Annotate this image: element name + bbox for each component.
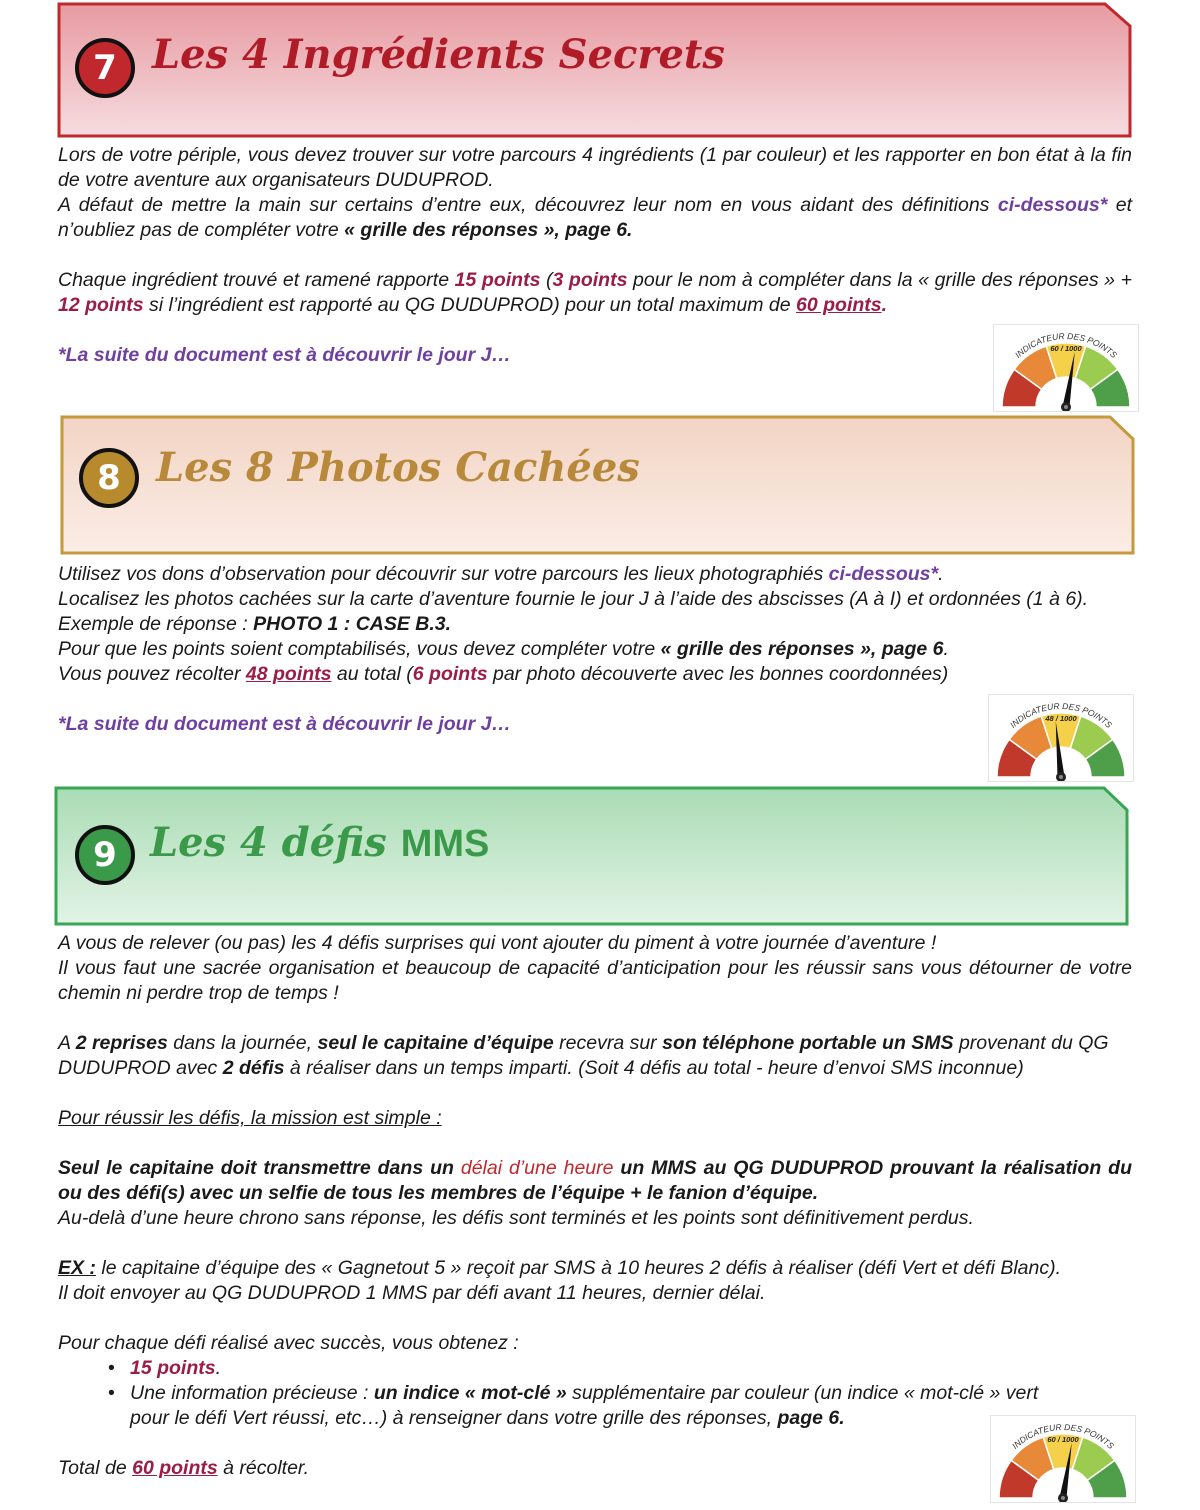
gauge-title: INDICATEUR DES POINTS <box>1009 1421 1116 1451</box>
gauge-svg <box>989 695 1133 781</box>
points-indicator-gauge <box>993 324 1139 412</box>
section-8-body <box>58 562 1132 737</box>
reward-list <box>58 1356 1132 1431</box>
section-title: Les 4 défis MMS <box>150 819 490 866</box>
gauge-value-label: 48 / 1000 <box>1045 714 1077 723</box>
paragraph: Lors de votre périple, vous devez trouver sur votre parcours 4 ingrédients (1 par couleur) et les rapporter en bon état à la fin de votre aventure aux organisateurs DUDUPROD. A défaut de mettre la main sur certains d’entre eux, découvrez leur nom en vous aidant des définitions ci-dessous* et n’oubliez pas de compléter votre « grille des réponses », page 6. <box>58 144 1133 241</box>
gauge-pivot-center <box>1061 1496 1065 1500</box>
paragraph: A 2 reprises dans la journée, seul le capitaine d’équipe recevra sur son téléphone portable un SMS provenant du QG DUDUPROD avec 2 défis à réaliser dans un temps imparti. (Soit 4 défis au total - heure d’envoi SMS inconnue) <box>58 1032 1109 1079</box>
list-item: • 15 points. <box>130 1356 1132 1381</box>
section-number-badge: 8 <box>79 448 139 508</box>
section-7-banner <box>57 2 1133 138</box>
gauge-title: INDICATEUR DES POINTS <box>1007 700 1114 730</box>
gauge-svg <box>991 1416 1135 1502</box>
points-indicator-gauge <box>990 1415 1136 1503</box>
gauge-pivot-center <box>1059 775 1063 779</box>
gauge-svg <box>994 325 1138 411</box>
gauge-title: INDICATEUR DES POINTS <box>1012 330 1119 360</box>
section-title: Les 4 Ingrédients Secrets <box>152 31 725 78</box>
paragraph: Pour chaque défi réalisé avec succès, vous obtenez : <box>58 1332 519 1354</box>
list-item: • Une information précieuse : un indice « mot-clé » supplémentaire par couleur (un indice « mot-clé » vert pour le défi Vert réussi, etc…) à renseigner dans votre grille des réponses, page 6. <box>130 1381 1050 1431</box>
section-9-banner <box>54 786 1130 926</box>
suite-note: *La suite du document est à découvrir le jour J… <box>58 713 511 735</box>
section-9-body <box>58 931 1132 1481</box>
gauge-pivot-center <box>1064 405 1068 409</box>
section-7-body <box>58 143 1132 368</box>
section-number-badge: 7 <box>75 38 135 98</box>
points-indicator-gauge <box>988 694 1134 782</box>
paragraph: Utilisez vos dons d’observation pour découvrir sur votre parcours les lieux photographiés ci-dessous*. Localisez les photos cachées sur la carte d’aventure fournie le jour J à l’aide des abscisses (A à I) et ordonnées (1 à 6). Exemple de réponse : PHOTO 1 : CASE B.3. Pour que les points soient comptabilisés, vous devez compléter votre « grille des réponses », page 6. Vous pouvez récolter 48 points au total (6 points par photo découverte avec les bonnes coordonnées) <box>58 563 1089 685</box>
gauge-value-label: 60 / 1000 <box>1047 1435 1079 1444</box>
paragraph: A vous de relever (ou pas) les 4 défis surprises qui vont ajouter du piment à votre journée d’aventure ! Il vous faut une sacrée organisation et beaucoup de capacité d’anticipation pour les réussir sans vous détourner de votre chemin ni perdre trop de temps ! <box>58 932 1132 1004</box>
section-number-badge: 9 <box>75 825 135 885</box>
paragraph: Chaque ingrédient trouvé et ramené rapporte 15 points (3 points pour le nom à compléter dans la « grille des réponses » + 12 points si l’ingrédient est rapporté au QG DUDUPROD) pour un total maximum de 60 points. <box>58 269 1132 316</box>
paragraph: Seul le capitaine doit transmettre dans un délai d’une heure un MMS au QG DUDUPROD prouvant la réalisation du ou des défi(s) avec un selfie de tous les membres de l’équipe + le fanion d’équipe. Au-delà d’une heure chrono sans réponse, les défis sont terminés et les points sont définitivement perdus. <box>58 1157 1132 1229</box>
example-paragraph: EX : le capitaine d’équipe des « Gagnetout 5 » reçoit par SMS à 10 heures 2 défis à réaliser (défi Vert et défi Blanc). Il doit envoyer au QG DUDUPROD 1 MMS par défi avant 11 heures, dernier délai. <box>58 1257 1062 1304</box>
mission-heading: Pour réussir les défis, la mission est simple : <box>58 1107 442 1129</box>
suite-note: *La suite du document est à découvrir le jour J… <box>58 344 511 366</box>
section-title: Les 8 Photos Cachées <box>156 444 640 491</box>
total-line: Total de 60 points à récolter. <box>58 1457 310 1479</box>
gauge-value-label: 60 / 1000 <box>1050 344 1082 353</box>
section-8-banner <box>60 415 1136 555</box>
